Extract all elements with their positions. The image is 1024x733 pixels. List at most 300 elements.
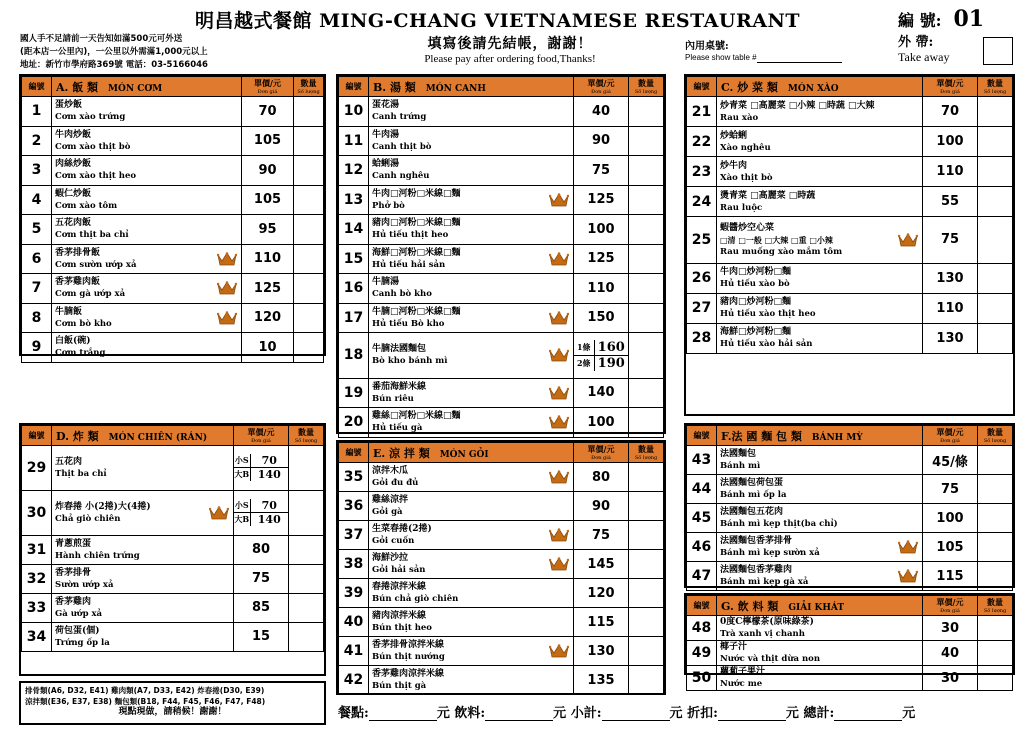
table-header [687, 426, 1013, 446]
col-no: 編號 [22, 77, 52, 97]
section-rice [19, 74, 326, 359]
item-price: 105 [242, 126, 294, 156]
menu-item[interactable] [687, 446, 1013, 475]
col-price: 單價/元 Đơn giá [923, 596, 978, 616]
table-number-field[interactable] [757, 53, 842, 63]
size-small: 小S [234, 499, 250, 513]
quantity-field[interactable] [294, 97, 324, 127]
quantity-field[interactable] [629, 244, 664, 274]
quantity-field[interactable] [289, 446, 324, 491]
table-header [339, 77, 664, 97]
menu-item[interactable] [339, 637, 664, 666]
item-name-zh: 香茅排骨飯 [55, 247, 101, 258]
menu-item[interactable] [339, 185, 664, 215]
item-name-zh: 蛋炒飯 [55, 100, 83, 111]
quantity-field[interactable] [978, 666, 1013, 691]
item-price: 110 [242, 244, 294, 274]
item-name [717, 323, 923, 353]
quantity-field[interactable] [289, 535, 324, 564]
table-header [22, 426, 324, 446]
quantity-field[interactable] [978, 127, 1013, 157]
menu-item[interactable] [22, 446, 324, 491]
quantity-field[interactable] [629, 550, 664, 579]
quantity-field[interactable] [978, 97, 1013, 127]
item-name-zh: 春捲涼拌米線 [372, 582, 427, 592]
col-price: 單價/元 Đơn giá [574, 443, 629, 463]
quantity-field[interactable] [629, 463, 664, 492]
menu-item[interactable] [22, 215, 324, 245]
meal-field[interactable] [369, 708, 437, 721]
item-name [717, 293, 923, 323]
item-name-vn: Gỏi gà [372, 507, 403, 517]
item-name-vn: Hủ tiếu thịt heo [372, 230, 449, 241]
item-number: 34 [22, 622, 52, 651]
quantity-field[interactable] [978, 533, 1013, 562]
crown-icon [549, 348, 569, 362]
item-name-zh: 香茅雞肉 [55, 596, 92, 607]
item-number: 10 [339, 97, 369, 127]
item-price: 75 [923, 217, 978, 264]
item-price: 130 [923, 263, 978, 293]
item-number: 30 [22, 490, 52, 535]
item-name [717, 562, 923, 591]
restaurant-title: 明昌越式餐館 MING-CHANG VIETNAMESE RESTAURANT [195, 10, 801, 32]
size-large: 大B [234, 469, 250, 480]
item-name-zh: 牛腩湯 [372, 277, 400, 288]
quantity-field[interactable] [289, 622, 324, 651]
menu-item[interactable] [687, 641, 1013, 666]
item-price: 90 [574, 126, 629, 156]
quantity-field[interactable] [629, 521, 664, 550]
menu-item[interactable] [687, 127, 1013, 157]
quantity-field[interactable] [978, 475, 1013, 504]
item-name [52, 126, 242, 156]
item-name-zh: 雞絲□河粉□米線□麵 [372, 411, 461, 422]
category-title: E. 涼 拌 類 MÓN GỎI [369, 443, 574, 463]
category-title: D. 炸 類 MÓN CHIÊN (RÁN) [52, 426, 234, 446]
menu-item[interactable] [22, 185, 324, 215]
item-price: 75 [234, 564, 289, 593]
menu-item[interactable] [22, 303, 324, 333]
item-name [369, 637, 574, 666]
quantity-field[interactable] [289, 490, 324, 535]
menu-item[interactable] [22, 156, 324, 186]
takeaway [898, 36, 949, 64]
category-title: C. 炒 菜 類 MÓN XÀO [717, 77, 923, 97]
quantity-field[interactable] [294, 244, 324, 274]
crown-icon [549, 252, 569, 266]
legend-line: 涼拌類(E36, E37, E38) 麵包類(B18, F44, F45, F46, F47, F48) [25, 697, 266, 706]
menu-item[interactable] [339, 97, 664, 127]
crown-icon [217, 311, 237, 325]
item-price: 75 [923, 475, 978, 504]
crown-icon [898, 540, 918, 554]
item-number: 12 [339, 156, 369, 186]
item-name-vn: Cơm xào thịt bò [55, 141, 131, 152]
item-name-vn: Hành chiên trứng [55, 550, 140, 561]
item-name-vn: Bánh mì kẹp thịt(ba chỉ) [720, 519, 838, 529]
item-name [52, 564, 234, 593]
option-two: 2條 [574, 355, 594, 371]
item-name [369, 521, 574, 550]
item-price: 70 [923, 97, 978, 127]
item-name-zh: 椰子汁 [720, 642, 748, 652]
item-name-zh: 香茅雞肉飯 [55, 277, 101, 288]
table-label: 內用桌號: [685, 41, 729, 52]
quantity-field[interactable] [978, 263, 1013, 293]
quantity-field[interactable] [629, 215, 664, 245]
item-name-vn: Canh nghêu [372, 171, 430, 182]
quantity-field[interactable] [629, 303, 664, 333]
item-name-vn: Cơm bò kho [55, 318, 112, 329]
category-title: G. 飲 料 類 GIẢI KHÁT [717, 596, 923, 616]
crown-icon [209, 506, 229, 520]
table-header [687, 596, 1013, 616]
quantity-field[interactable] [289, 564, 324, 593]
menu-item[interactable] [339, 492, 664, 521]
item-price: 140 [574, 378, 629, 408]
menu-item[interactable] [22, 126, 324, 156]
drink-field[interactable] [485, 708, 553, 721]
menu-item[interactable] [339, 303, 664, 333]
menu-item[interactable] [687, 666, 1013, 691]
item-name [52, 215, 242, 245]
item-number: 29 [22, 446, 52, 491]
menu-item[interactable] [22, 274, 324, 304]
col-qty: 數量 Số lượng [978, 426, 1013, 446]
menu-item[interactable] [687, 323, 1013, 353]
menu-item[interactable] [22, 535, 324, 564]
item-number: 49 [687, 641, 717, 666]
menu-item[interactable] [687, 187, 1013, 217]
item-name-vn: Bánh mì kẹp sườn xả [720, 548, 820, 558]
unit: 元 [436, 706, 450, 721]
quantity-field[interactable] [978, 446, 1013, 475]
item-name-vn: Xào nghêu [720, 142, 771, 153]
item-name-zh: 0度C檸檬茶(原味綠茶) [720, 617, 814, 627]
menu-table [21, 76, 324, 363]
legend-note: 現點現做，請稍候！謝謝！ [118, 707, 227, 717]
item-price: 145 [574, 550, 629, 579]
item-price: 110 [923, 293, 978, 323]
item-number: 8 [22, 303, 52, 333]
item-price [234, 446, 289, 491]
col-qty: 數量 Số lượng [294, 77, 324, 97]
price-large: 140 [257, 468, 281, 482]
item-name-vn: Bún thịt gà [372, 681, 427, 691]
quantity-field[interactable] [294, 215, 324, 245]
takeaway-label-en: Take away [898, 50, 950, 64]
item-number: 11 [339, 126, 369, 156]
menu-item[interactable] [22, 244, 324, 274]
quantity-field[interactable] [629, 408, 664, 438]
item-number: 16 [339, 274, 369, 304]
item-name-vn: Thịt ba chỉ [55, 468, 107, 479]
item-number: 32 [22, 564, 52, 593]
menu-item[interactable] [339, 579, 664, 608]
menu-item[interactable] [687, 217, 1013, 264]
item-number: 1 [22, 97, 52, 127]
item-price: 45/條 [923, 446, 978, 475]
menu-item[interactable] [339, 126, 664, 156]
menu-item[interactable] [22, 490, 324, 535]
quantity-field[interactable] [629, 126, 664, 156]
item-number: 13 [339, 185, 369, 215]
section-drinks [684, 593, 1015, 689]
quantity-field[interactable] [289, 593, 324, 622]
discount-field[interactable] [718, 708, 786, 721]
item-name-vn: Bún chả giò chiên [372, 594, 459, 604]
quantity-field[interactable] [978, 616, 1013, 641]
item-name-zh: 炸春捲 小(2捲)大(4捲) [55, 501, 151, 512]
item-name-zh: 牛肉□河粉□米線□麵 [372, 188, 461, 199]
takeaway-checkbox[interactable] [983, 37, 1013, 65]
item-price: 40 [574, 97, 629, 127]
item-name-zh: 海鮮□河粉□米線□麵 [372, 247, 461, 258]
quantity-field[interactable] [629, 274, 664, 304]
serial-number: 01 [953, 6, 985, 32]
item-number: 45 [687, 504, 717, 533]
col-no: 編號 [687, 596, 717, 616]
item-name [717, 127, 923, 157]
item-name-vn: Bò kho bánh mì [372, 356, 448, 367]
quantity-field[interactable] [629, 156, 664, 186]
notice [20, 33, 208, 72]
menu-item[interactable] [687, 293, 1013, 323]
menu-item[interactable] [339, 408, 664, 438]
subtotal-field[interactable] [602, 708, 670, 721]
option-one: 1條 [574, 340, 594, 356]
item-number: 28 [687, 323, 717, 353]
item-name-zh: 蝦醬炒空心菜 [720, 222, 775, 233]
item-name-zh: 番茄海鮮米線 [372, 381, 427, 392]
col-qty: 數量 Số lượng [289, 426, 324, 446]
item-name-zh: 生菜春捲(2捲) [372, 524, 432, 534]
item-number: 42 [339, 666, 369, 695]
item-name [52, 274, 242, 304]
menu-item[interactable] [22, 622, 324, 651]
item-name [369, 215, 574, 245]
menu-item[interactable] [339, 244, 664, 274]
item-name-vn: Gỏi đu đủ [372, 478, 419, 488]
menu-item[interactable] [687, 475, 1013, 504]
item-number: 6 [22, 244, 52, 274]
item-name [369, 378, 574, 408]
unit: 元 [785, 706, 799, 721]
quantity-field[interactable] [978, 504, 1013, 533]
takeaway-label: 外 帶: [898, 35, 934, 50]
item-number: 2 [22, 126, 52, 156]
quantity-field[interactable] [978, 217, 1013, 264]
menu-item[interactable] [339, 463, 664, 492]
quantity-field[interactable] [629, 608, 664, 637]
item-number: 9 [22, 333, 52, 363]
quantity-field[interactable] [629, 637, 664, 666]
item-name [52, 156, 242, 186]
quantity-field[interactable] [294, 185, 324, 215]
item-name-zh: 炒蛤蜊 [720, 130, 748, 141]
item-price: 100 [923, 504, 978, 533]
table-header [339, 443, 664, 463]
item-name [369, 492, 574, 521]
menu-item[interactable] [687, 616, 1013, 641]
item-price: 15 [234, 622, 289, 651]
total-field[interactable] [834, 708, 902, 721]
quantity-field[interactable] [978, 562, 1013, 591]
item-price: 85 [234, 593, 289, 622]
item-number: 4 [22, 185, 52, 215]
crown-icon [549, 386, 569, 400]
price-one: 160 [594, 340, 628, 356]
item-name-zh: 法國麵包香茅排骨 [720, 536, 793, 546]
item-name [52, 185, 242, 215]
quantity-field[interactable] [629, 333, 664, 379]
item-price: 75 [574, 156, 629, 186]
item-price: 70 [242, 97, 294, 127]
quantity-field[interactable] [629, 97, 664, 127]
item-name [369, 97, 574, 127]
crown-icon [217, 281, 237, 295]
section-salad [336, 440, 666, 695]
menu-item[interactable] [339, 550, 664, 579]
notice-line: 地址：新竹市學府路369號 電話：03-5166046 [20, 60, 208, 70]
quantity-field[interactable] [978, 641, 1013, 666]
quantity-field[interactable] [294, 333, 324, 363]
quantity-field[interactable] [629, 185, 664, 215]
totals [338, 702, 915, 721]
item-number: 27 [687, 293, 717, 323]
menu-item[interactable] [687, 263, 1013, 293]
col-price: 單價/元 Đơn giá [574, 77, 629, 97]
item-name-zh: 豬肉□炒河粉□麵 [720, 297, 792, 307]
item-name-zh: 蛋花湯 [372, 100, 400, 111]
menu-item[interactable] [339, 215, 664, 245]
item-price: 105 [923, 533, 978, 562]
item-number: 19 [339, 378, 369, 408]
menu-item[interactable] [339, 378, 664, 408]
menu-item[interactable] [22, 97, 324, 127]
quantity-field[interactable] [629, 579, 664, 608]
item-name-zh: 法國麵包荷包蛋 [720, 478, 784, 488]
item-number: 39 [339, 579, 369, 608]
item-number: 36 [339, 492, 369, 521]
quantity-field[interactable] [978, 157, 1013, 187]
item-name-zh: 牛肉湯 [372, 129, 400, 140]
item-name [52, 244, 242, 274]
item-number: 15 [339, 244, 369, 274]
quantity-field[interactable] [294, 156, 324, 186]
item-name [369, 608, 574, 637]
item-number: 18 [339, 333, 369, 379]
menu-item[interactable] [22, 564, 324, 593]
item-name-vn: Bún thịt nướng [372, 652, 445, 662]
menu-item[interactable] [339, 333, 664, 379]
quantity-field[interactable] [294, 274, 324, 304]
menu-item[interactable] [687, 504, 1013, 533]
serial-label: 編 號: [898, 11, 942, 30]
category-title: F.法 國 麵 包 類 BÁNH MỲ [717, 426, 923, 446]
menu-item[interactable] [339, 666, 664, 695]
quantity-field[interactable] [978, 323, 1013, 353]
col-no: 編號 [339, 77, 369, 97]
item-price: 125 [242, 274, 294, 304]
item-name-vn: Cơm xào trứng [55, 112, 126, 123]
item-name [717, 504, 923, 533]
item-name [369, 579, 574, 608]
item-name-zh: 荷包蛋(個) [55, 625, 100, 636]
drink-label: 飲料: [454, 706, 486, 721]
item-number: 38 [339, 550, 369, 579]
menu-item[interactable] [339, 608, 664, 637]
item-name-vn: Hủ tiếu xào bò [720, 279, 790, 289]
legend-line: 排骨類(A6, D32, E41) 雞肉類(A7, D33, E42) 炸春捲(D30, E39) [25, 686, 265, 695]
section-soup [336, 74, 666, 434]
quantity-field[interactable] [629, 666, 664, 695]
notice-line: 國人手不足請前一天告知如滿500元可外送 [20, 34, 183, 44]
item-number: 25 [687, 217, 717, 264]
item-number: 20 [339, 408, 369, 438]
item-name [52, 535, 234, 564]
item-name [717, 157, 923, 187]
quantity-field[interactable] [978, 293, 1013, 323]
item-price: 55 [923, 187, 978, 217]
item-name-zh: 涼拌木瓜 [372, 466, 409, 476]
item-name-vn: Rau xào [720, 112, 759, 123]
item-name [717, 217, 923, 264]
item-options[interactable]: □清 □一般 □大辣 □重 □小辣 [720, 234, 833, 245]
item-name-zh: 白飯(碗) [55, 336, 91, 347]
item-price: 125 [574, 185, 629, 215]
header [0, 0, 1024, 74]
quantity-field[interactable] [294, 126, 324, 156]
instruction [380, 33, 640, 65]
item-number: 31 [22, 535, 52, 564]
item-number: 23 [687, 157, 717, 187]
quantity-field[interactable] [629, 378, 664, 408]
menu-item[interactable] [339, 156, 664, 186]
menu-item[interactable] [687, 533, 1013, 562]
item-name-vn: Xào thịt bò [720, 172, 773, 183]
col-qty: 數量 Số lượng [629, 77, 664, 97]
quantity-field[interactable] [978, 187, 1013, 217]
item-price: 100 [923, 127, 978, 157]
menu-item[interactable] [339, 521, 664, 550]
crown-icon [217, 252, 237, 266]
menu-item[interactable] [687, 157, 1013, 187]
item-name-vn: Sườn ướp xả [55, 579, 114, 590]
menu-item[interactable] [339, 274, 664, 304]
item-name-vn: Nước me [720, 679, 763, 689]
quantity-field[interactable] [629, 492, 664, 521]
item-name-vn: Cơm xào thịt heo [55, 171, 137, 182]
item-name [717, 446, 923, 475]
item-price: 90 [574, 492, 629, 521]
quantity-field[interactable] [294, 303, 324, 333]
item-name-zh: 香茅排骨涼拌米線 [372, 640, 445, 650]
item-number: 17 [339, 303, 369, 333]
item-price: 80 [574, 463, 629, 492]
item-name-vn: Hủ tiếu xào thịt heo [720, 309, 816, 319]
total-label: 總計: [803, 706, 835, 721]
menu-item[interactable] [22, 333, 324, 363]
unit: 元 [553, 706, 567, 721]
item-name-zh: 雞絲涼拌 [372, 495, 409, 505]
item-name-vn: Cơm xào tôm [55, 200, 118, 211]
item-price: 110 [923, 157, 978, 187]
menu-item[interactable] [22, 593, 324, 622]
menu-item[interactable] [687, 97, 1013, 127]
menu-item[interactable] [687, 562, 1013, 591]
